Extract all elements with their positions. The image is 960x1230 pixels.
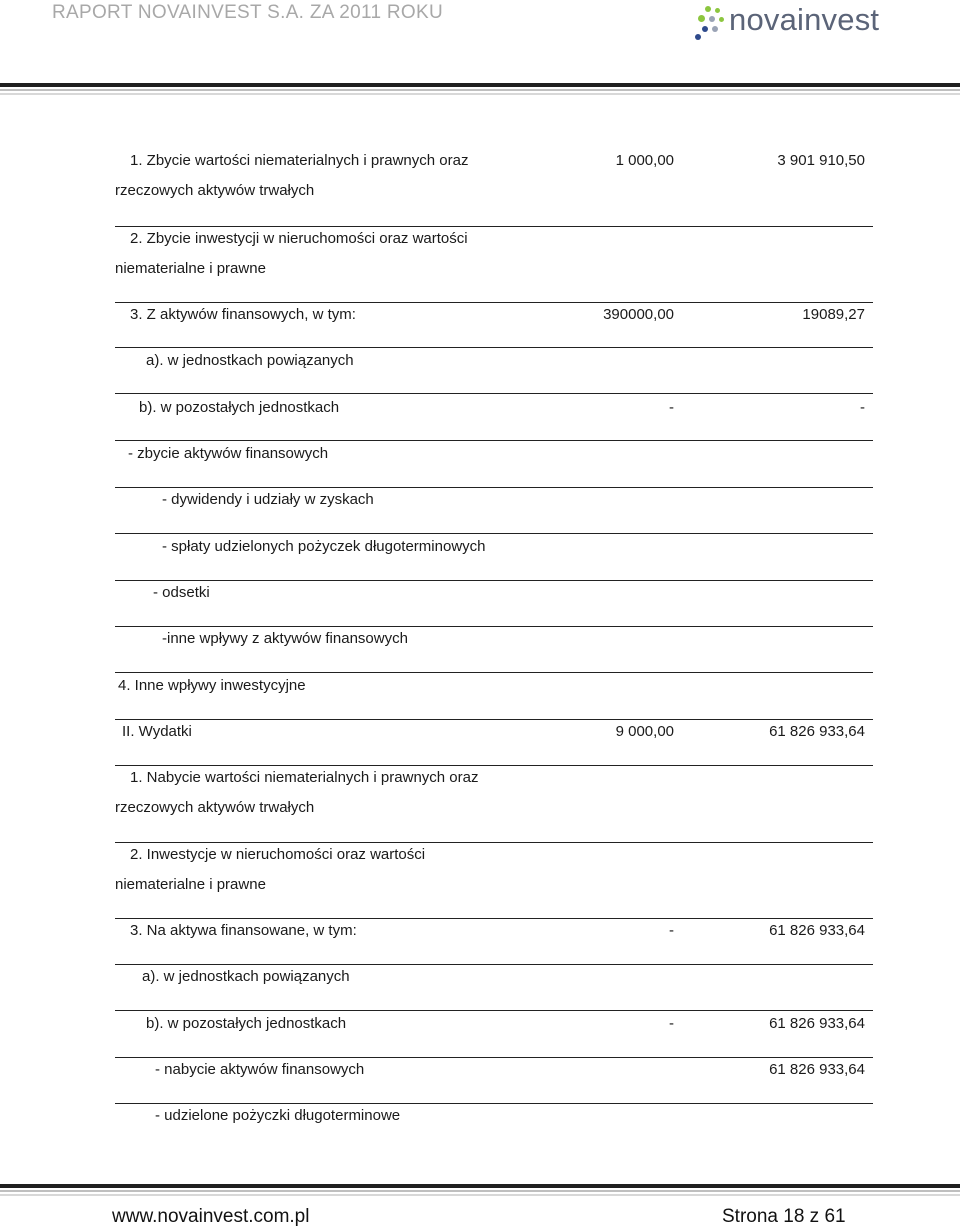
- row-label: 2. Zbycie inwestycji w nieruchomości oraz wartości: [130, 230, 468, 247]
- value-current: 9 000,00: [615, 723, 674, 740]
- report-title: RAPORT NOVAINVEST S.A. ZA 2011 ROKU: [52, 2, 443, 23]
- row-label: 2. Inwestycje w nieruchomości oraz wartości: [130, 846, 426, 863]
- row-label: - dywidendy i udziały w zyskach: [162, 491, 374, 508]
- footer-website-link[interactable]: www.novainvest.com.pl: [112, 1206, 310, 1227]
- header-divider: [0, 83, 960, 87]
- value-current: -: [669, 399, 674, 416]
- value-current: 1 000,00: [615, 152, 674, 169]
- novainvest-logo: [693, 4, 923, 40]
- value-current: -: [669, 1015, 674, 1032]
- header-divider-thin: [0, 89, 960, 91]
- row-separator: [115, 719, 873, 720]
- value-previous: 3 901 910,50: [777, 152, 865, 169]
- row-label: b). w pozostałych jednostkach: [139, 399, 340, 416]
- header-divider-thin: [0, 93, 960, 95]
- row-label: 4. Inne wpływy inwestycyjne: [118, 677, 306, 694]
- row-label: -inne wpływy z aktywów finansowych: [162, 630, 408, 647]
- row-label: b). w pozostałych jednostkach: [146, 1015, 347, 1032]
- row-label: 1. Zbycie wartości niematerialnych i prawnych oraz: [130, 152, 469, 169]
- value-previous: -: [860, 399, 865, 416]
- row-label-cont: rzeczowych aktywów trwałych: [115, 799, 315, 816]
- value-previous: 61 826 933,64: [769, 922, 865, 939]
- row-label-cont: niematerialne i prawne: [115, 876, 266, 893]
- row-label: 3. Z aktywów finansowych, w tym:: [130, 306, 356, 323]
- row-label: a). w jednostkach powiązanych: [146, 352, 354, 369]
- row-label: - zbycie aktywów finansowych: [128, 445, 329, 462]
- value-current: 390000,00: [603, 306, 674, 323]
- row-label: - nabycie aktywów finansowych: [155, 1061, 365, 1078]
- logo-text: novainvest: [729, 2, 880, 37]
- value-previous: 61 826 933,64: [769, 1015, 865, 1032]
- footer-divider-thin: [0, 1194, 960, 1196]
- row-label: 3. Na aktywa finansowane, w tym:: [130, 922, 357, 939]
- footer-divider-thin: [0, 1190, 960, 1192]
- row-label-cont: niematerialne i prawne: [115, 260, 266, 277]
- footer-divider: [0, 1184, 960, 1188]
- row-label: 1. Nabycie wartości niematerialnych i prawnych oraz: [130, 769, 479, 786]
- page-number: Strona 18 z 61: [722, 1206, 846, 1227]
- value-previous: 61 826 933,64: [769, 1061, 865, 1078]
- row-label: II. Wydatki: [122, 723, 192, 740]
- row-label: - odsetki: [153, 584, 210, 601]
- value-previous: 19089,27: [802, 306, 865, 323]
- dots-logo-icon: [693, 4, 731, 40]
- row-label: - udzielone pożyczki długoterminowe: [155, 1107, 401, 1124]
- row-label: a). w jednostkach powiązanych: [142, 968, 350, 985]
- row-label: - spłaty udzielonych pożyczek długoterminowych: [162, 538, 486, 555]
- row-separator: [115, 580, 873, 581]
- value-previous: 61 826 933,64: [769, 723, 865, 740]
- value-current: -: [669, 922, 674, 939]
- row-label-cont: rzeczowych aktywów trwałych: [115, 182, 315, 199]
